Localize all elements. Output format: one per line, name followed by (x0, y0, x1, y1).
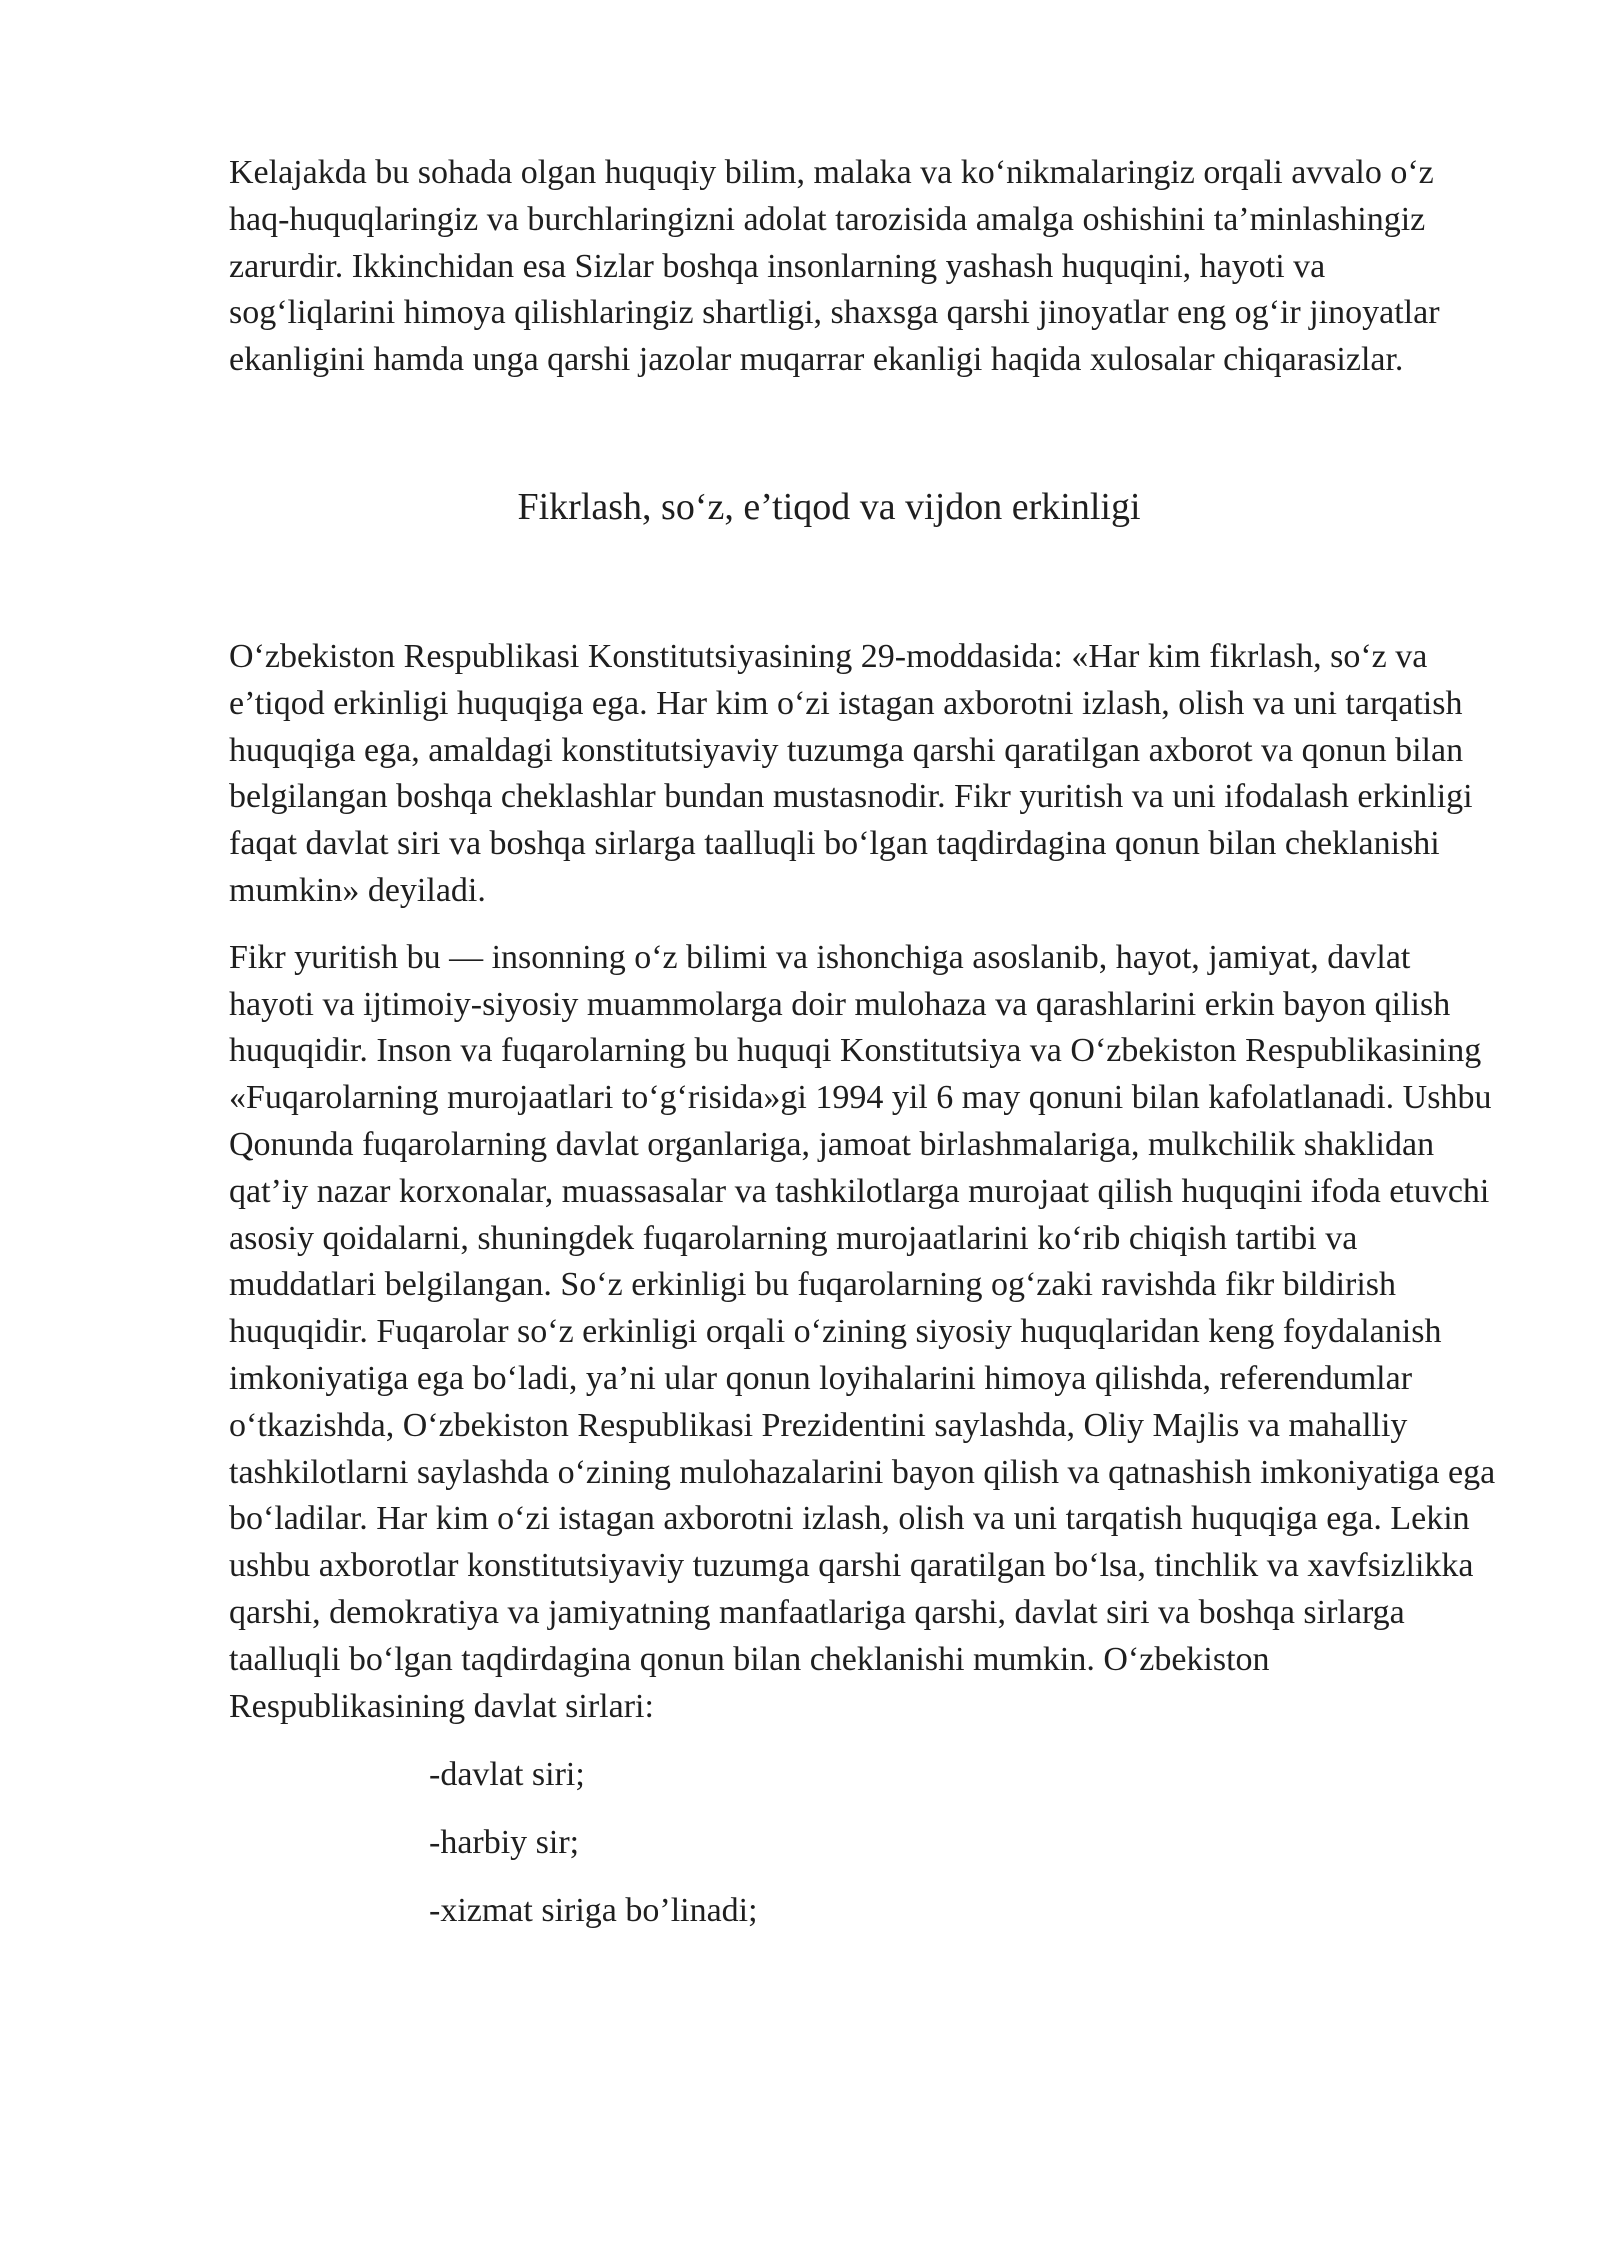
list-item: -harbiy sir; (429, 1824, 580, 1862)
list-item: -davlat siri; (429, 1756, 585, 1794)
fikr-yuritish-paragraph: Fikr yuritish bu — insonning o‘z bilimi va ishonchiga asoslanib, hayot, jamiyat, davlat hayoti va ijtimoiy-siyosiy muammolarga doir mulohaza va qarashlarini erkin bayon qilish huquqidir. Inson va fuqarolarning bu huquqi Konstitutsiya va O‘zbekiston Respublikasining «Fuqarolarning murojaatlari to‘g‘risida»gi 1994 yil 6 may qonuni bilan kafolatlanadi. Ushbu Qonunda fuqarolarning davlat organlariga, jamoat birlashmalariga, mulkchilik shaklidan qat’iy nazar korxonalar, muassasalar va tashkilotlarga murojaat qilish huquqini ifoda etuvchi asosiy qoidalarni, shuningdek fuqarolarning murojaatlarini ko‘rib chiqish tartibi va muddatlari belgilangan. So‘z erkinligi bu fuqarolarning og‘zaki ravishda fikr bildirish huquqidir. Fuqarolar so‘z erkinligi orqali o‘zining siyosiy huquqlaridan keng foydalanish imkoniyatiga ega bo‘ladi, ya’ni ular qonun loyihalarini himoya qilishda, referendumlar o‘tkazishda, O‘zbekiston Respublikasi Prezidentini saylashda, Oliy Majlis va mahalliy tashkilotlarni saylashda o‘zining mulohazalarini bayon qilish va qatnashish imkoniyatiga ega bo‘ladilar. Har kim o‘zi istagan axborotni izlash, olish va uni tarqatish huquqiga ega. Lekin ushbu axborotlar konstitutsiyaviy tuzumga qarshi qaratilgan bo‘lsa, tinchlik va xavfsizlikka qarshi, demokratiya va jamiyatning manfaatlariga qarshi, davlat siri va boshqa sirlarga taalluqli bo‘lgan taqdirdagina qonun bilan cheklanishi mumkin. O‘zbekiston Respublikasining davlat sirlari: (229, 938, 1496, 1725)
list-item: -xizmat siriga bo’linadi; (429, 1891, 758, 1929)
document-page (229, 150, 1499, 1956)
section-heading: Fikrlash, so‘z, e’tiqod va vijdon erkinligi (517, 485, 1141, 528)
article-29-paragraph: O‘zbekiston Respublikasi Konstitutsiyasining 29-moddasida: «Har kim fikrlash, so‘z va e’tiqod erkinligi huquqiga ega. Har kim o‘zi istagan axborotni izlash, olish va uni tarqatish huquqiga ega, amaldagi konstitutsiyaviy tuzumga qarshi qaratilgan axborot va qonun bilan belgilangan boshqa cheklashlar bundan mustasnodir. Fikr yuritish va uni ifodalash erkinligi faqat davlat siri va boshqa sirlarga taalluqli bo‘lgan taqdirdagina qonun bilan cheklanishi mumkin» deyiladi. (229, 637, 1473, 909)
intro-paragraph: Kelajakda bu sohada olgan huquqiy bilim, malaka va ko‘nikmalaringiz orqali avvalo o‘z haq-huquqlaringiz va burchlaringizni adolat tarozisida amalga oshishini ta’minlashingiz zarurdir. Ikkinchidan esa Sizlar boshqa insonlarning yashash huquqini, hayoti va sog‘liqlarini himoya qilishlaringiz shartligi, shaxsga qarshi jinoyatlar eng og‘ir jinoyatlar ekanligini hamda unga qarshi jazolar muqarrar ekanligi haqida xulosalar chiqarasizlar. (229, 154, 1440, 379)
state-secrets-list (229, 1752, 1499, 1934)
